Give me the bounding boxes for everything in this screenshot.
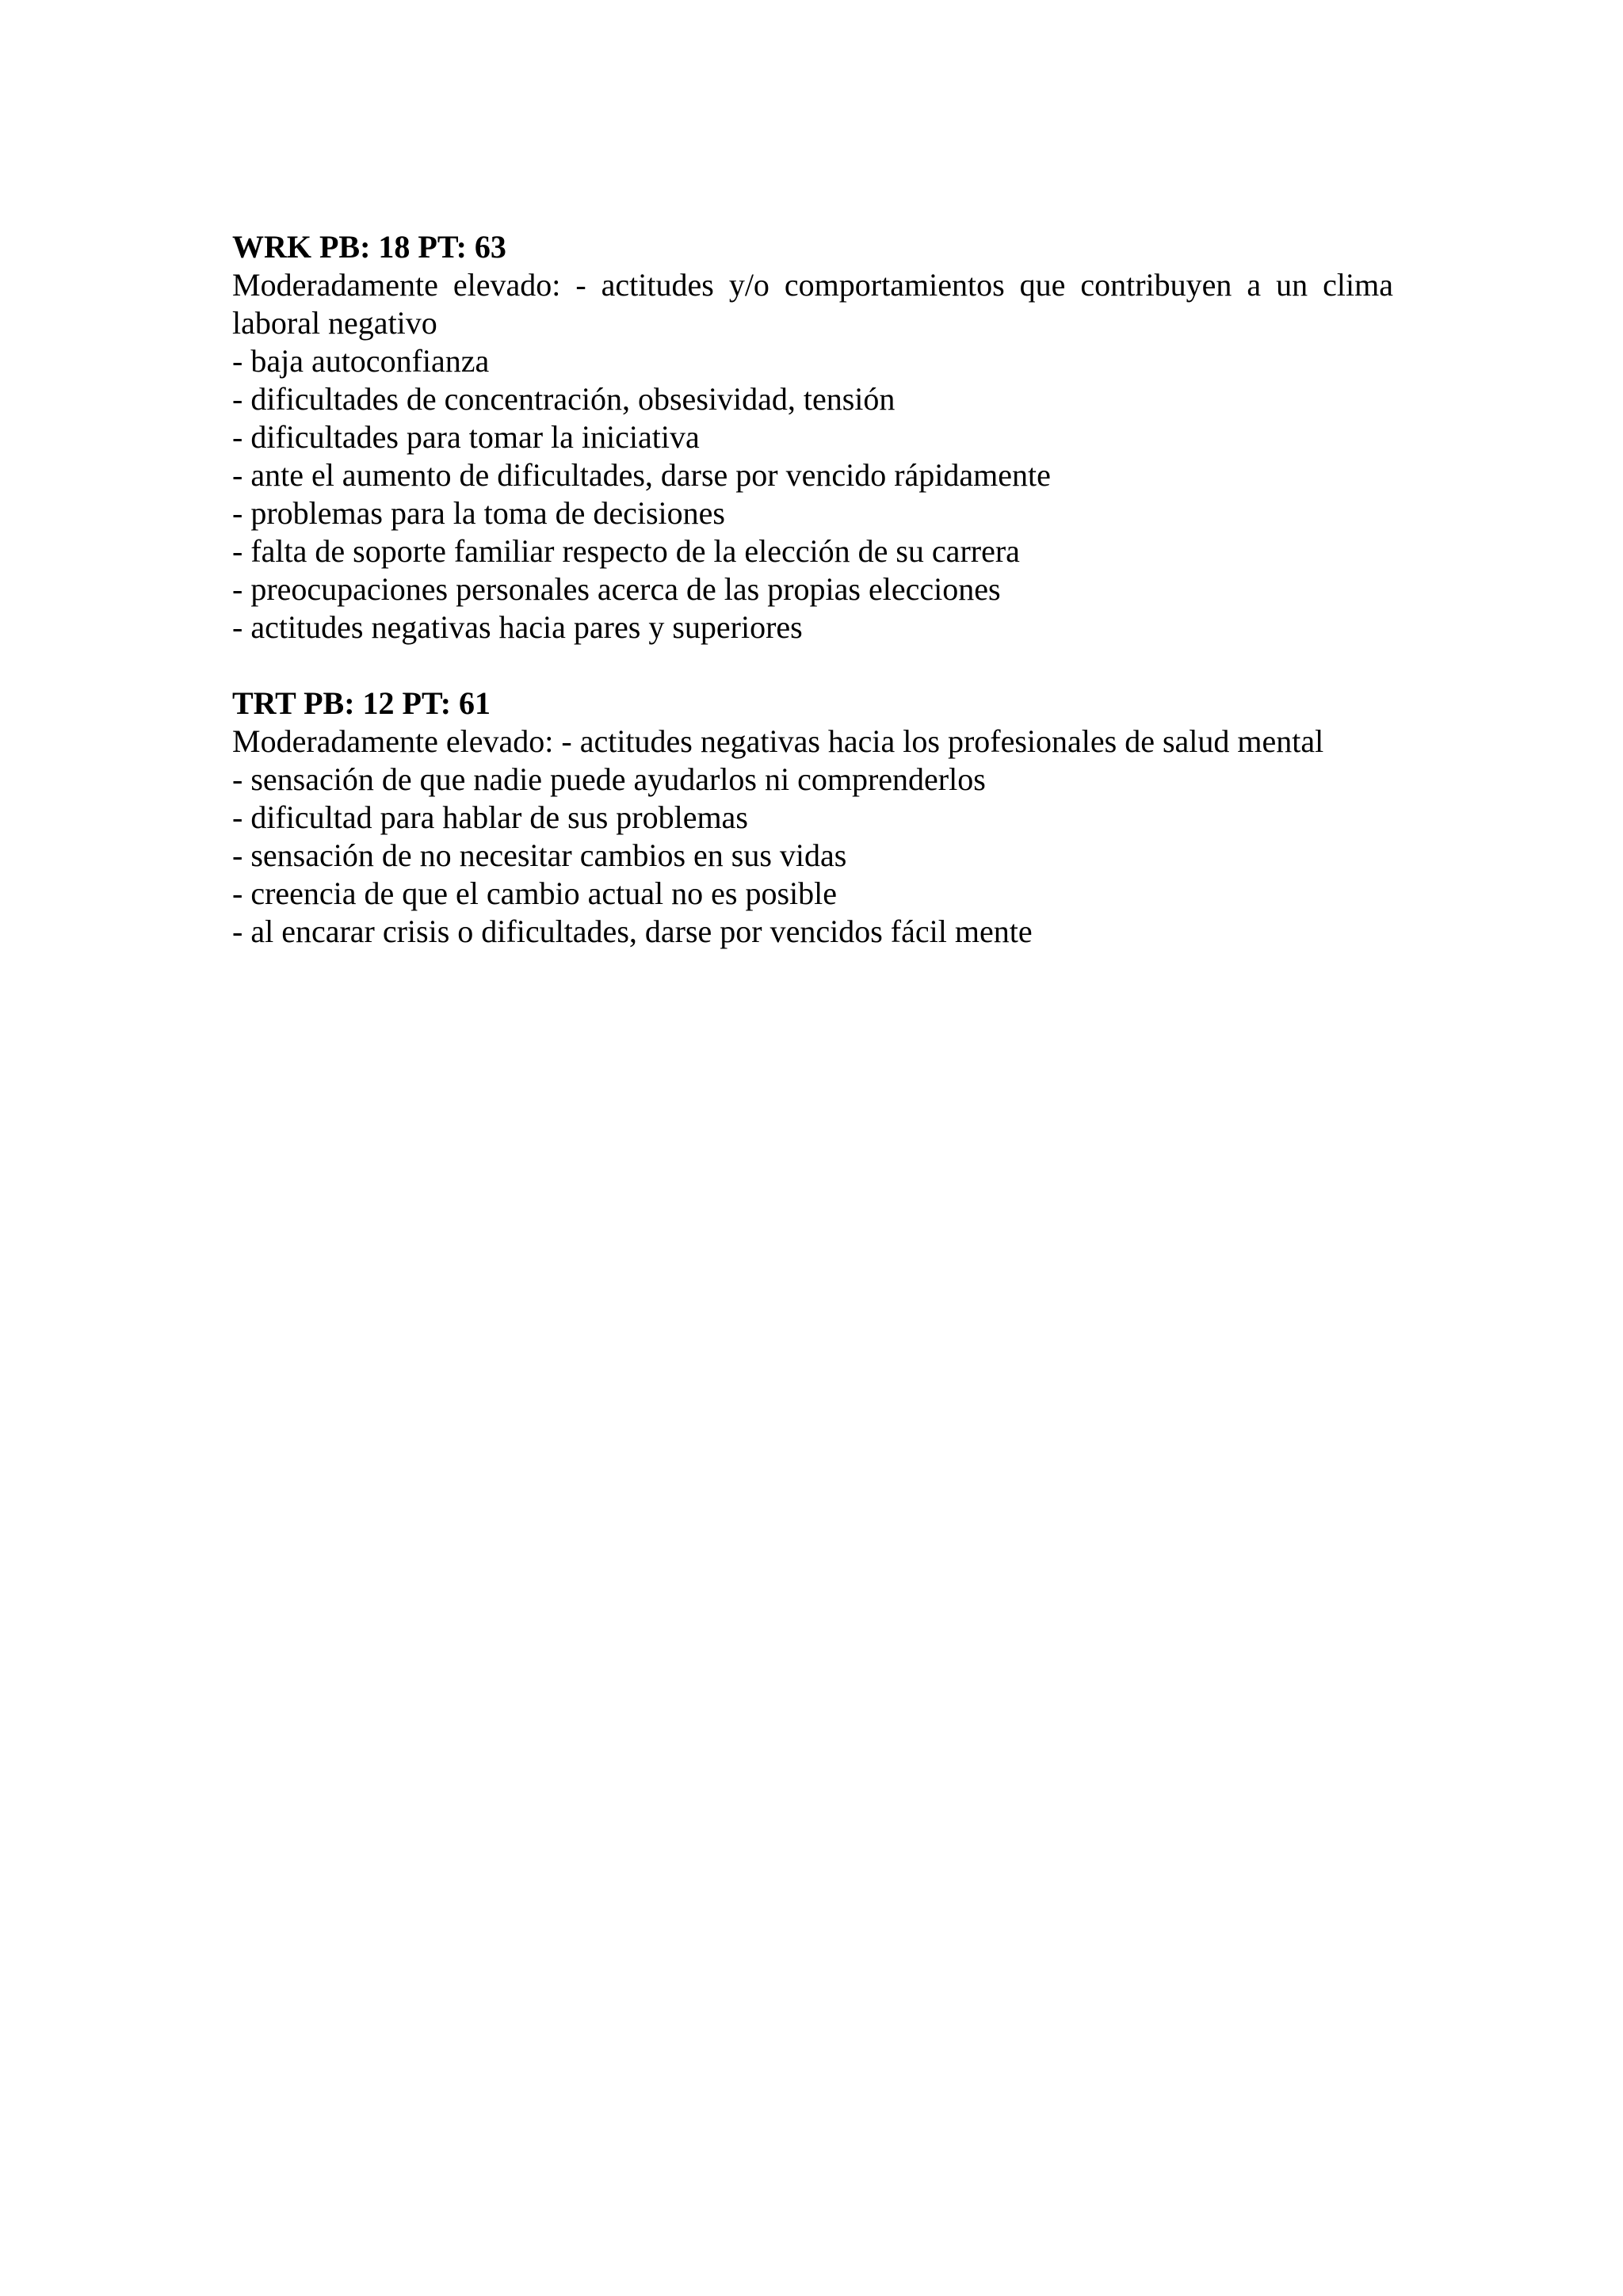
list-item: - dificultad para hablar de sus problemas	[232, 799, 748, 835]
list-item: - creencia de que el cambio actual no es posible	[232, 875, 837, 911]
list-item: - baja autoconfianza	[232, 343, 490, 379]
section-trt	[232, 685, 1393, 951]
document-body	[232, 228, 1393, 951]
list-item: - actitudes negativas hacia pares y superiores	[232, 609, 803, 645]
list-item: - sensación de no necesitar cambios en sus vidas	[232, 837, 847, 873]
section-intro: Moderadamente elevado: - actitudes y/o comportamientos que contribuyen a un clima laboral negativo	[232, 267, 1393, 341]
section-item-list	[232, 342, 1393, 646]
list-item: - falta de soporte familiar respecto de la elección de su carrera	[232, 533, 1020, 569]
section-heading: WRK PB: 18 PT: 63	[232, 229, 506, 265]
section-intro: Moderadamente elevado: - actitudes negativas hacia los profesionales de salud mental	[232, 723, 1324, 759]
section-item-list	[232, 761, 1393, 951]
list-item: - sensación de que nadie puede ayudarlos ni comprenderlos	[232, 761, 986, 797]
list-item: - dificultades de concentración, obsesividad, tensión	[232, 381, 896, 417]
list-item: - dificultades para tomar la iniciativa	[232, 419, 700, 455]
section-heading: TRT PB: 12 PT: 61	[232, 685, 491, 721]
list-item: - ante el aumento de dificultades, darse por vencido rápidamente	[232, 457, 1051, 493]
list-item: - preocupaciones personales acerca de las propias elecciones	[232, 571, 1001, 607]
section-wrk	[232, 228, 1393, 646]
list-item: - al encarar crisis o dificultades, darse por vencidos fácil mente	[232, 913, 1033, 949]
list-item: - problemas para la toma de decisiones	[232, 495, 725, 531]
